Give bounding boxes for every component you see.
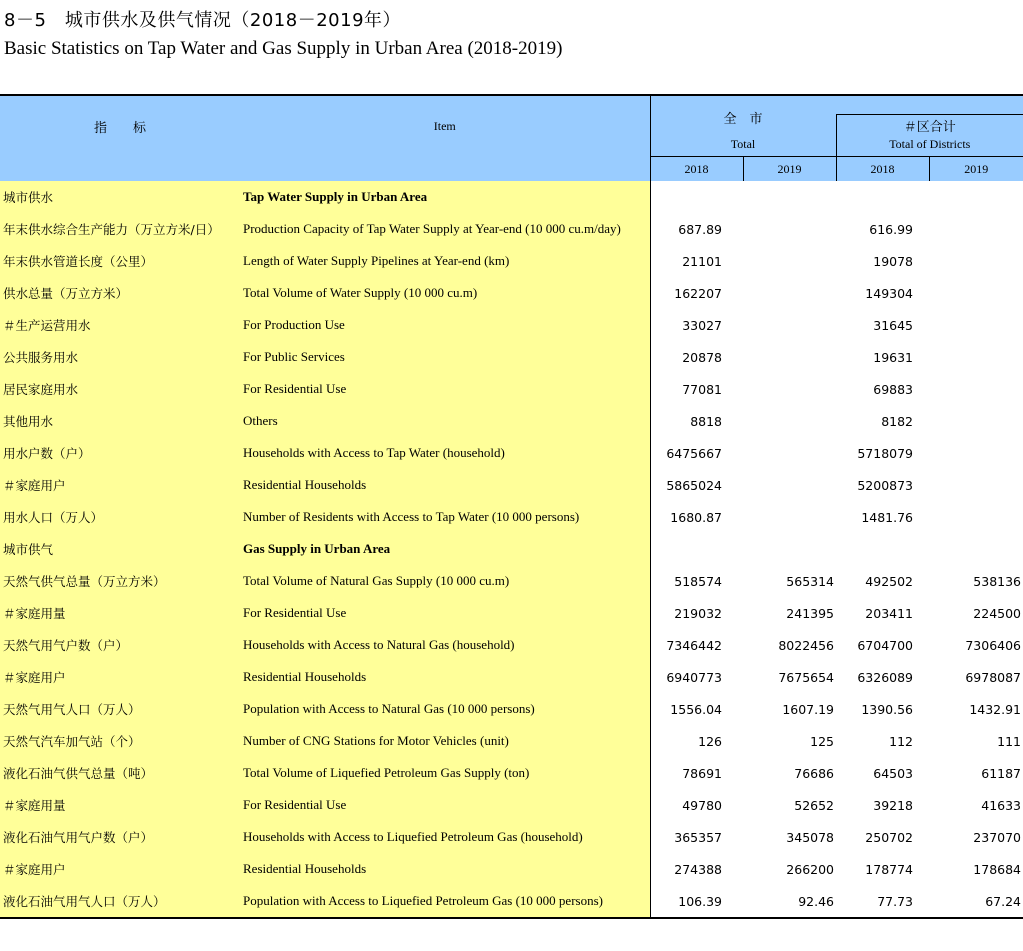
value-cell-districts-2018: 149304 <box>865 285 914 301</box>
value-cell-districts-2019 <box>929 533 1023 565</box>
item-en-cell: Others <box>240 405 650 437</box>
value-cell-total-2019 <box>743 501 836 533</box>
value-cell-total-2019 <box>743 469 836 501</box>
value-cell-districts-2018: 112 <box>889 733 914 749</box>
indicator-cn-cell: ＃生产运营用水 <box>0 309 240 341</box>
value-cell-total-2019: 345078 <box>786 829 835 845</box>
table-row <box>0 501 1023 533</box>
value-cell-total-2019 <box>743 181 836 213</box>
table-header <box>0 95 1023 181</box>
value-cell-districts-2019: 178684 <box>973 861 1022 877</box>
value-cell-districts-2019 <box>929 277 1023 309</box>
value-cell-districts-2018: 31645 <box>873 317 914 333</box>
value-cell-districts-2018 <box>836 181 929 213</box>
table-row <box>0 885 1023 918</box>
value-cell-total-2019: 125 <box>810 733 835 749</box>
value-cell-total-2019 <box>743 373 836 405</box>
value-cell-districts-2018: 492502 <box>865 573 914 589</box>
indicator-cn-cell: 城市供水 <box>0 181 240 213</box>
value-cell-total-2018 <box>650 181 743 213</box>
value-cell-total-2018: 33027 <box>650 309 743 341</box>
header-year-districts-2018: 2018 <box>836 157 929 182</box>
value-cell-districts-2018: 19078 <box>873 253 914 269</box>
indicator-cn-cell: ＃家庭用量 <box>0 597 240 629</box>
value-cell-districts-2019 <box>929 213 1023 245</box>
value-cell-total-2018: 6940773 <box>650 661 743 693</box>
indicator-cn-cell: ＃家庭用户 <box>0 661 240 693</box>
value-cell-total-2019: 7675654 <box>778 669 835 685</box>
item-en-cell: For Residential Use <box>240 789 650 821</box>
value-cell-total-2018: 274388 <box>650 853 743 885</box>
value-cell-total-2018: 1556.04 <box>650 693 743 725</box>
value-cell-total-2018: 5865024 <box>650 469 743 501</box>
table-row <box>0 725 1023 757</box>
value-cell-districts-2018: 8182 <box>881 413 914 429</box>
header-blank-cn <box>0 157 240 182</box>
value-cell-total-2018: 1680.87 <box>650 501 743 533</box>
indicator-cn-cell: 供水总量（万立方米） <box>0 277 240 309</box>
indicator-cn-cell: 居民家庭用水 <box>0 373 240 405</box>
value-cell-total-2019 <box>743 309 836 341</box>
item-en-cell: Residential Households <box>240 469 650 501</box>
value-cell-districts-2019 <box>929 501 1023 533</box>
value-cell-districts-2018: 5718079 <box>857 445 914 461</box>
value-cell-total-2018: 20878 <box>650 341 743 373</box>
value-cell-districts-2019: 6978087 <box>965 669 1022 685</box>
indicator-cn-cell: 天然气汽车加气站（个） <box>0 725 240 757</box>
indicator-cn-cell: 用水户数（户） <box>0 437 240 469</box>
indicator-cn-cell: 年末供水综合生产能力（万立方米/日） <box>0 213 240 245</box>
value-cell-total-2018: 219032 <box>650 597 743 629</box>
value-cell-total-2018: 8818 <box>650 405 743 437</box>
value-cell-total-2019: 565314 <box>786 573 835 589</box>
value-cell-districts-2019: 224500 <box>973 605 1022 621</box>
indicator-cn-cell: 液化石油气用气人口（万人） <box>0 885 240 918</box>
indicator-cn-cell: 天然气供气总量（万立方米） <box>0 565 240 597</box>
item-en-cell: For Residential Use <box>240 597 650 629</box>
value-cell-total-2019 <box>743 341 836 373</box>
value-cell-districts-2019: 1432.91 <box>969 701 1022 717</box>
indicator-cn-cell: ＃家庭用户 <box>0 853 240 885</box>
indicator-cn-cell: 公共服务用水 <box>0 341 240 373</box>
value-cell-districts-2018: 1481.76 <box>861 509 914 525</box>
value-cell-districts-2019: 67.24 <box>929 885 1023 918</box>
value-cell-total-2019 <box>743 405 836 437</box>
header-blank-en <box>240 157 650 182</box>
indicator-cn-cell: 天然气用气户数（户） <box>0 629 240 661</box>
item-en-cell: Population with Access to Natural Gas (10 000 persons) <box>240 693 650 725</box>
statistics-table <box>0 94 1023 919</box>
header-year-total-2019: 2019 <box>743 157 836 182</box>
header-item-en: Item <box>240 95 650 157</box>
indicator-cn-cell: 城市供气 <box>0 533 240 565</box>
value-cell-districts-2018: 6326089 <box>857 669 914 685</box>
table-row <box>0 789 1023 821</box>
value-cell-districts-2019 <box>929 405 1023 437</box>
value-cell-total-2018: 49780 <box>650 789 743 821</box>
value-cell-total-2018: 365357 <box>650 821 743 853</box>
item-en-cell: Total Volume of Liquefied Petroleum Gas Supply (ton) <box>240 757 650 789</box>
value-cell-districts-2018: 19631 <box>873 349 914 365</box>
value-cell-total-2019 <box>743 213 836 245</box>
value-cell-total-2018: 162207 <box>650 277 743 309</box>
header-districts-cn: ＃区合计 <box>836 115 1023 137</box>
value-cell-districts-2018 <box>836 533 929 565</box>
value-cell-districts-2019: 61187 <box>981 765 1022 781</box>
table-row <box>0 437 1023 469</box>
value-cell-districts-2019 <box>929 309 1023 341</box>
header-total-en: Total <box>650 137 836 157</box>
table-row <box>0 469 1023 501</box>
value-cell-districts-2019 <box>929 469 1023 501</box>
value-cell-districts-2019 <box>929 373 1023 405</box>
table-row <box>0 853 1023 885</box>
page-title-chinese: 8－5 城市供水及供气情况（2018－2019年） <box>4 10 402 31</box>
indicator-cn-cell: 用水人口（万人） <box>0 501 240 533</box>
value-cell-districts-2018: 250702 <box>865 829 914 845</box>
value-cell-districts-2018: 178774 <box>865 861 914 877</box>
indicator-cn-cell: ＃家庭用量 <box>0 789 240 821</box>
item-en-cell: Total Volume of Water Supply (10 000 cu.m) <box>240 277 650 309</box>
value-cell-districts-2018: 64503 <box>873 765 914 781</box>
value-cell-districts-2018: 6704700 <box>857 637 914 653</box>
value-cell-total-2018: 687.89 <box>650 213 743 245</box>
value-cell-total-2019 <box>743 437 836 469</box>
value-cell-total-2019: 8022456 <box>778 637 835 653</box>
item-en-cell: Residential Households <box>240 853 650 885</box>
value-cell-districts-2019: 237070 <box>973 829 1022 845</box>
value-cell-total-2019: 241395 <box>786 605 835 621</box>
indicator-cn-cell: 液化石油气供气总量（吨） <box>0 757 240 789</box>
value-cell-total-2018: 78691 <box>650 757 743 789</box>
value-cell-districts-2018: 39218 <box>873 797 914 813</box>
statistics-table-wrapper <box>0 94 1023 919</box>
table-body <box>0 181 1023 918</box>
value-cell-districts-2019: 538136 <box>973 573 1022 589</box>
value-cell-total-2018: 7346442 <box>650 629 743 661</box>
item-en-cell: Number of Residents with Access to Tap Water (10 000 persons) <box>240 501 650 533</box>
item-en-cell: Population with Access to Liquefied Petroleum Gas (10 000 persons) <box>240 885 650 918</box>
table-row <box>0 309 1023 341</box>
value-cell-total-2018: 106.39 <box>650 885 743 918</box>
table-row <box>0 213 1023 245</box>
value-cell-total-2019: 92.46 <box>743 885 836 918</box>
table-row <box>0 629 1023 661</box>
header-year-total-2018: 2018 <box>650 157 743 182</box>
item-en-cell: For Residential Use <box>240 373 650 405</box>
table-row <box>0 757 1023 789</box>
value-cell-total-2019 <box>743 277 836 309</box>
header-total-cn: 全 市 <box>650 95 836 137</box>
value-cell-districts-2018: 203411 <box>865 605 914 621</box>
header-spacer <box>836 95 1023 115</box>
value-cell-total-2019: 52652 <box>794 797 835 813</box>
item-en-cell: For Production Use <box>240 309 650 341</box>
table-row <box>0 661 1023 693</box>
table-row <box>0 405 1023 437</box>
value-cell-districts-2019: 7306406 <box>965 637 1022 653</box>
header-year-districts-2019: 2019 <box>929 157 1023 182</box>
table-row <box>0 341 1023 373</box>
item-en-cell: Number of CNG Stations for Motor Vehicles (unit) <box>240 725 650 757</box>
table-row <box>0 277 1023 309</box>
table-section-row <box>0 181 1023 213</box>
indicator-cn-cell: ＃家庭用户 <box>0 469 240 501</box>
table-row <box>0 821 1023 853</box>
page-title-english: Basic Statistics on Tap Water and Gas Supply in Urban Area (2018-2019) <box>4 38 563 59</box>
value-cell-districts-2019: 41633 <box>981 797 1022 813</box>
value-cell-districts-2018: 77.73 <box>836 885 929 918</box>
value-cell-total-2019 <box>743 245 836 277</box>
value-cell-districts-2019 <box>929 437 1023 469</box>
value-cell-total-2018: 77081 <box>650 373 743 405</box>
value-cell-total-2019: 1607.19 <box>782 701 835 717</box>
indicator-cn-cell: 其他用水 <box>0 405 240 437</box>
indicator-cn-cell: 液化石油气用气户数（户） <box>0 821 240 853</box>
value-cell-total-2018 <box>650 533 743 565</box>
value-cell-districts-2018: 5200873 <box>857 477 914 493</box>
item-en-cell: Total Volume of Natural Gas Supply (10 000 cu.m) <box>240 565 650 597</box>
item-en-cell: Households with Access to Liquefied Petroleum Gas (household) <box>240 821 650 853</box>
item-en-cell: Gas Supply in Urban Area <box>240 533 650 565</box>
header-indicator-cn: 指 标 <box>0 95 240 157</box>
indicator-cn-cell: 天然气用气人口（万人） <box>0 693 240 725</box>
value-cell-districts-2018: 69883 <box>873 381 914 397</box>
item-en-cell: Production Capacity of Tap Water Supply at Year-end (10 000 cu.m/day) <box>240 213 650 245</box>
item-en-cell: Length of Water Supply Pipelines at Year-end (km) <box>240 245 650 277</box>
indicator-cn-cell: 年末供水管道长度（公里） <box>0 245 240 277</box>
value-cell-total-2019: 266200 <box>786 861 835 877</box>
item-en-cell: Households with Access to Tap Water (household) <box>240 437 650 469</box>
table-row <box>0 245 1023 277</box>
item-en-cell: Residential Households <box>240 661 650 693</box>
value-cell-districts-2019 <box>929 341 1023 373</box>
table-row <box>0 693 1023 725</box>
value-cell-districts-2018: 616.99 <box>869 221 914 237</box>
value-cell-districts-2018: 1390.56 <box>861 701 914 717</box>
value-cell-total-2018: 6475667 <box>650 437 743 469</box>
table-row <box>0 373 1023 405</box>
item-en-cell: For Public Services <box>240 341 650 373</box>
table-row <box>0 565 1023 597</box>
value-cell-total-2019 <box>743 533 836 565</box>
value-cell-districts-2019 <box>929 181 1023 213</box>
table-row <box>0 597 1023 629</box>
header-districts-en: Total of Districts <box>836 137 1023 157</box>
item-en-cell: Tap Water Supply in Urban Area <box>240 181 650 213</box>
table-section-row <box>0 533 1023 565</box>
value-cell-districts-2019: 111 <box>997 733 1022 749</box>
value-cell-total-2018: 21101 <box>650 245 743 277</box>
value-cell-total-2019: 76686 <box>794 765 835 781</box>
item-en-cell: Households with Access to Natural Gas (household) <box>240 629 650 661</box>
value-cell-districts-2019 <box>929 245 1023 277</box>
value-cell-total-2018: 126 <box>650 725 743 757</box>
value-cell-total-2018: 518574 <box>650 565 743 597</box>
